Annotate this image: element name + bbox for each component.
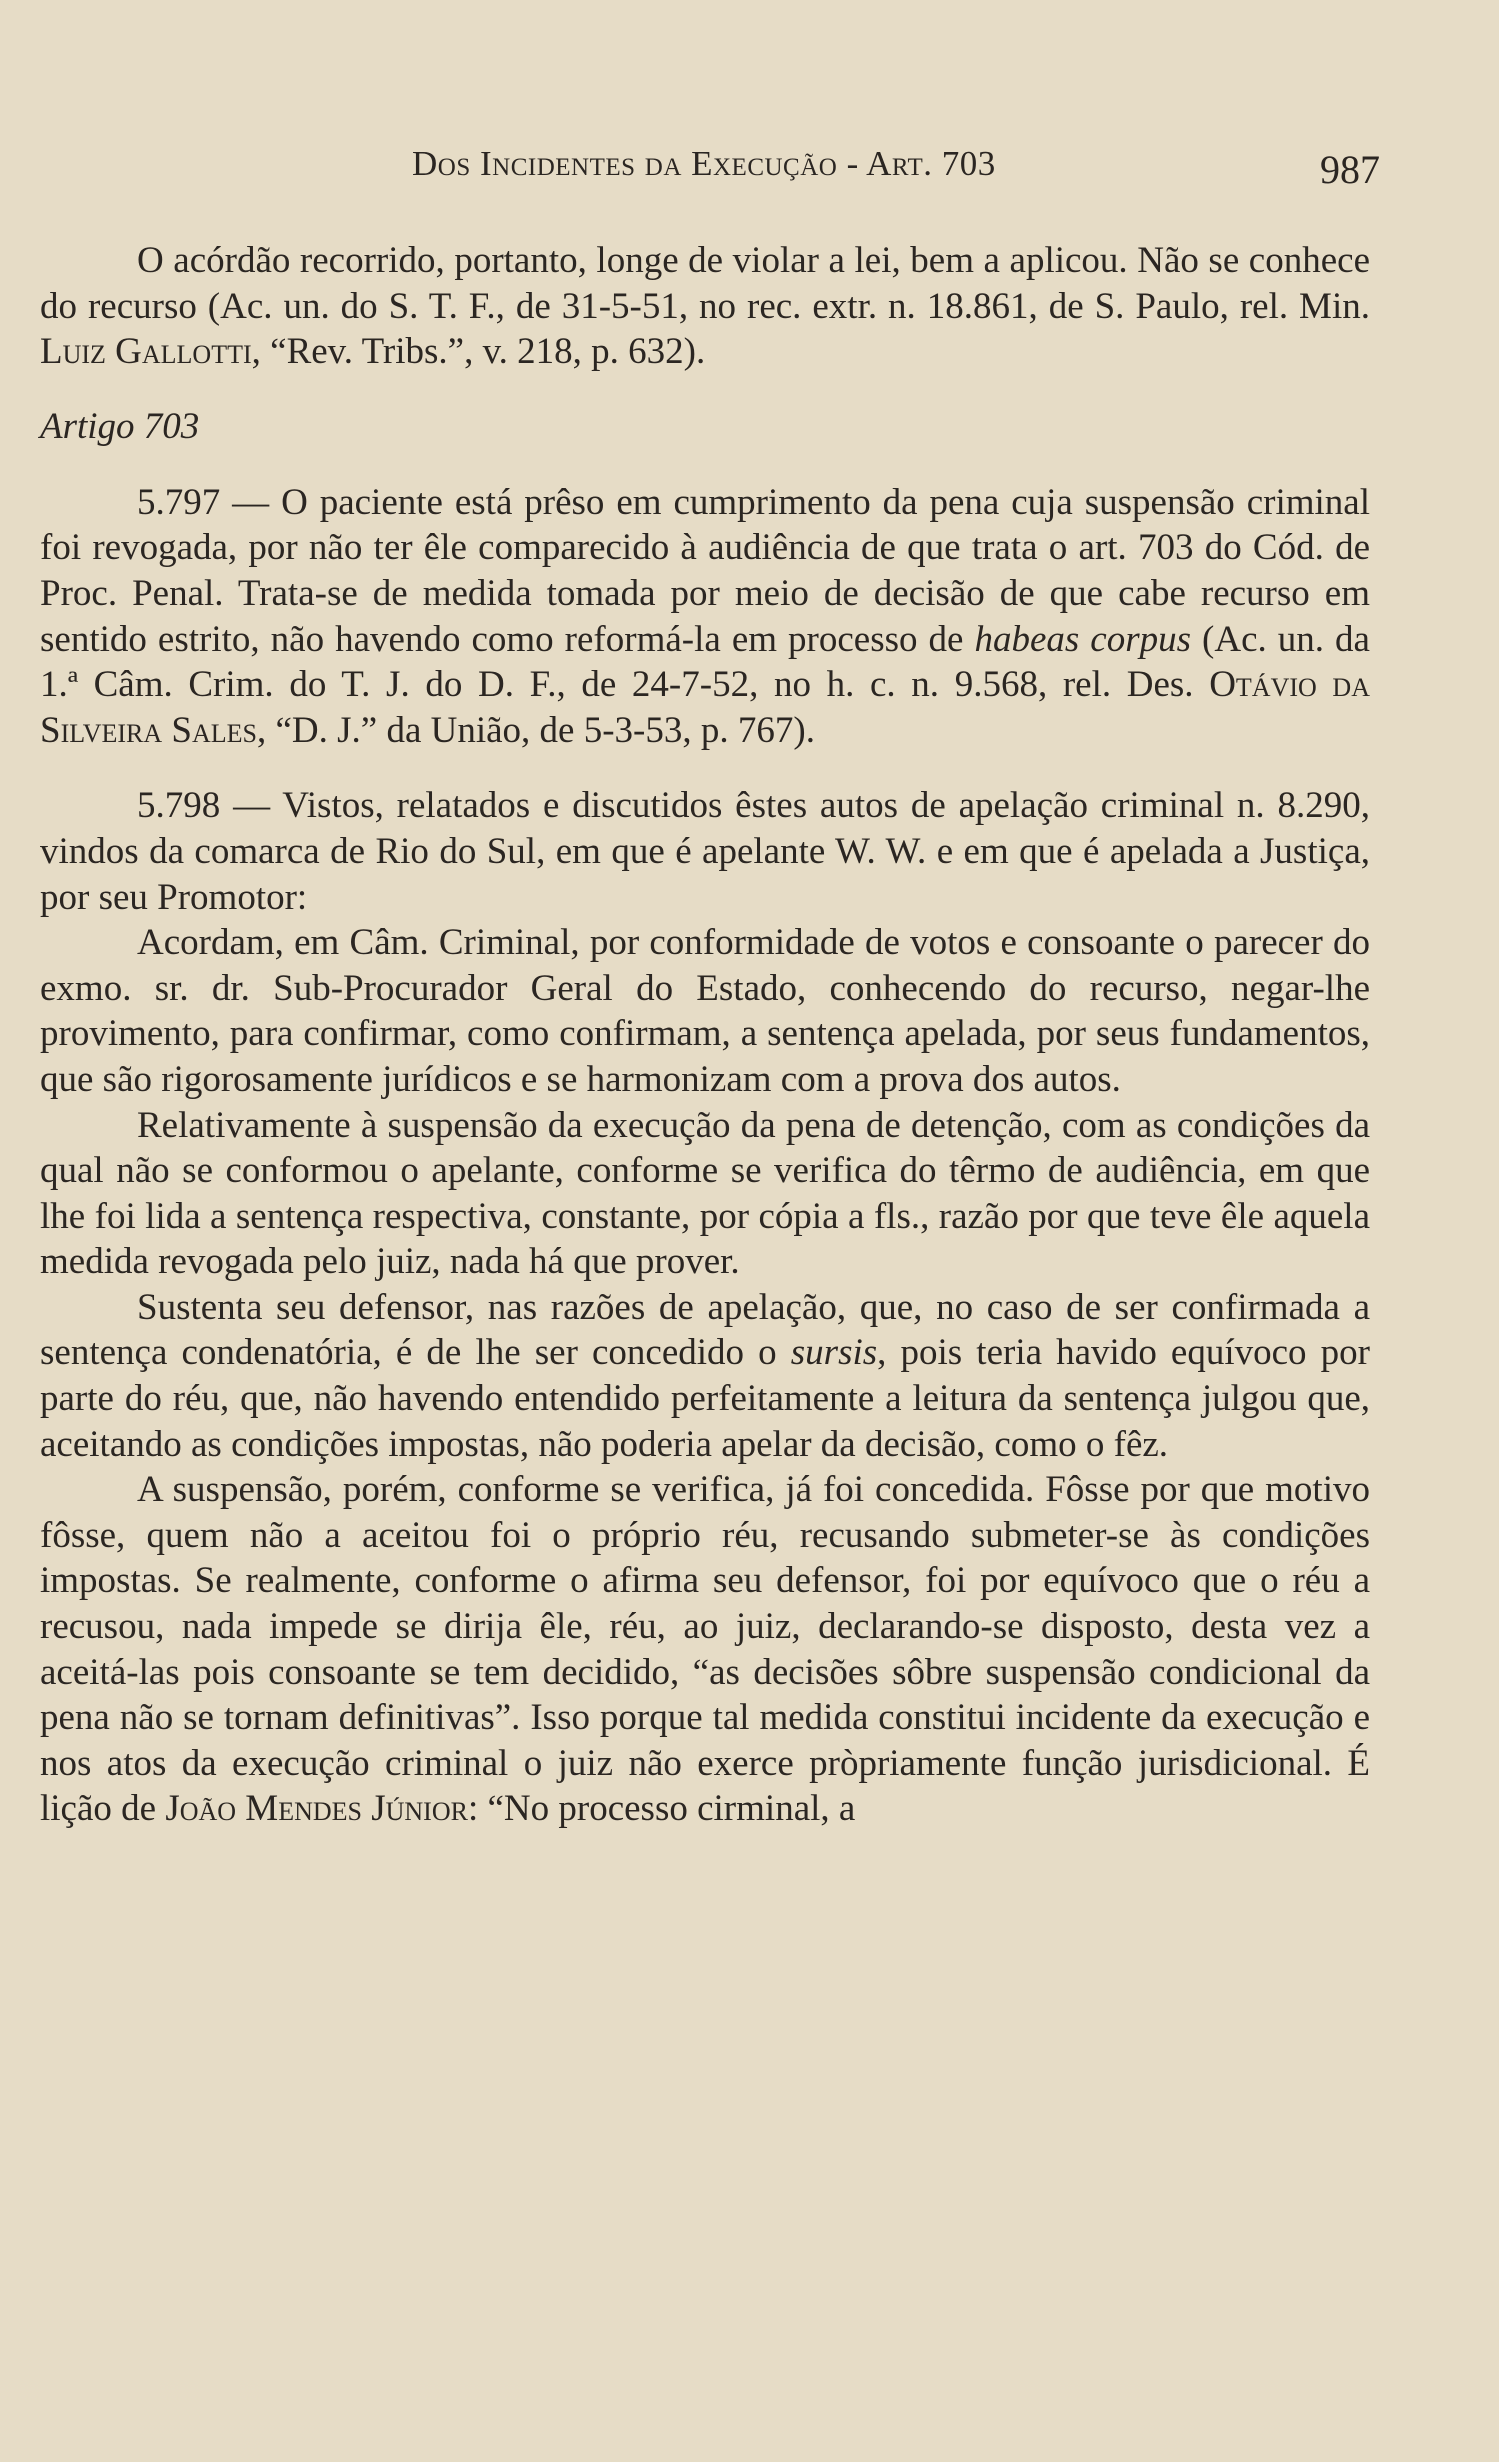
page-number: 987 [1320,147,1380,192]
paragraph-sustenta [40,1285,1370,1467]
running-header [40,130,1380,200]
paragraph-5797-citation: (Ac. un. da 1.ª Câm. Crim. do T. J. do D. F., de 24-7-52, no h. c. n. 9.568, rel. Des. [40,618,1370,706]
paragraph-5797 [40,480,1370,754]
paragraph-acordam: Acordam, em Câm. Criminal, por conformidade de votos e consoante o parecer do exmo. sr. dr. Sub-Procurador Geral do Estado, conhecendo do recurso, negar-lhe provimento, para confirmar, como confirmam, a sentença apelada, por seus fundamentos, que são rigorosamente jurídicos e se harmonizam com a prova dos autos. [40,922,1370,1100]
habeas-corpus-term: habeas corpus [974,618,1192,660]
book-page [40,130,1380,1832]
paragraph-5797-text: 5.797 — O paciente está prêso em cumprimento da pena cuja suspensão criminal foi revogada, por não ter êle comparecido à audiência de que trata o art. 703 do Cód. de Proc. Penal. Trata-se de medida tomada por meio de decisão de que cabe recurso em sentido estrito, não havendo como reformá-la em processo de [40,481,1370,660]
section-gap [40,753,1370,783]
body-text [40,238,1370,1832]
judge-name: Luiz Gallotti [40,331,252,373]
paragraph-1-text: O acórdão recorrido, portanto, longe de violar a lei, bem a aplicou. Não se conhece do recurso (Ac. un. do S. T. F., de 31-5-51, no rec. extr. n. 18.861, de S. Paulo, rel. Min. [40,240,1370,327]
desembargador-name: Otávio da Silveira Sales [40,664,1370,751]
author-name: João Mendes Júnior [165,1788,468,1830]
paragraph-1 [40,238,1370,375]
paragraph-suspensao-text: A suspensão, porém, conforme se verifica, já foi concedida. Fôsse por que motivo fôsse, quem não a aceitou foi o próprio réu, recusando submeter-se às condições impostas. Se realmente, conforme o afirma seu defensor, foi por equívoco que o réu a recusou, nada impede se dirija êle, réu, ao juiz, declarando-se disposto, desta vez a aceitá-las pois consoante se tem decidido, “as decisões sôbre suspensão condicional da pena não se tornam definitivas”. Isso porque tal medida constitui incidente da execução e nos atos da execução criminal o juiz não exerce pròpriamente função jurisdicional. É lição de [40,1469,1370,1830]
sursis-term: sursis [790,1332,878,1374]
paragraph-suspensao-quote: : “No processo cirminal, a [467,1788,856,1830]
article-heading: Artigo 703 [40,405,200,447]
paragraph-suspensao [40,1467,1370,1832]
paragraph-relativamente: Relativamente à suspensão da execução da pena de detenção, com as condições da qual não se conformou o apelante, conforme se verifica do têrmo de audiência, em que lhe foi lida a sentença respectiva, constante, por cópia a fls., razão por que teve êle aquela medida revogada pelo juiz, nada há que prover. [40,1104,1370,1283]
paragraph-sustenta-rest: , pois teria havido equívoco por parte do réu, que, não havendo entendido perfeitamente a leitura da sentença julgou que, aceitando as condições impostas, não poderia apelar da decisão, como o fêz. [40,1332,1370,1465]
paragraph-sustenta-text: Sustenta seu defensor, nas razões de apelação, que, no caso de ser confirmada a sentença condenatória, é de lhe ser concedido o [40,1286,1370,1374]
paragraph-1-citation: , “Rev. Tribs.”, v. 218, p. 632). [251,331,706,373]
running-title: Dos Incidentes da Execução - Art. 703 [412,144,996,183]
paragraph-5798: 5.798 — Vistos, relatados e discutidos êstes autos de apelação criminal n. 8.290, vindos da comarca de Rio do Sul, em que é apelante W. W. e em que é apelada a Justiça, por seu Promotor: [40,785,1370,918]
paragraph-5797-source: , “D. J.” da União, de 5-3-53, p. 767). [257,709,815,751]
